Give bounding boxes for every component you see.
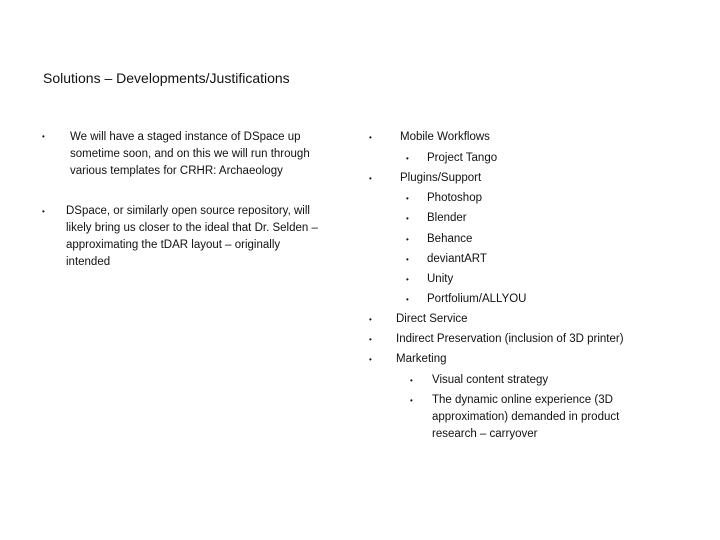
text-line: approximation) demanded in product bbox=[432, 411, 620, 423]
text-line: intended bbox=[66, 256, 111, 268]
plugins-support-label: Plugins/Support bbox=[400, 172, 482, 184]
page-title: Solutions – Developments/Justifications bbox=[43, 70, 290, 86]
text-line: We will have a staged instance of DSpace up bbox=[70, 131, 301, 143]
sub-bullet-marker: • bbox=[406, 235, 409, 244]
sub-bullet-marker: • bbox=[410, 396, 413, 405]
left-item-staged-dspace bbox=[70, 129, 310, 180]
text-line: research – carryover bbox=[432, 428, 538, 440]
bullet-marker: • bbox=[369, 335, 372, 344]
indirect-preservation-label: Indirect Preservation (inclusion of 3D printer) bbox=[396, 333, 624, 345]
sub-item-blender: Blender bbox=[427, 212, 467, 224]
bullet-marker: • bbox=[369, 133, 372, 142]
bullet-marker: • bbox=[42, 132, 45, 141]
text-line: likely bring us closer to the ideal that Dr. Selden – bbox=[66, 222, 318, 234]
sub-bullet-marker: • bbox=[406, 214, 409, 223]
bullet-marker: • bbox=[369, 355, 372, 364]
marketing-label: Marketing bbox=[396, 353, 447, 365]
text-line: various templates for CRHR: Archaeology bbox=[70, 165, 283, 177]
sub-item-behance: Behance bbox=[427, 233, 473, 245]
sub-bullet-marker: • bbox=[406, 295, 409, 304]
bullet-marker: • bbox=[369, 174, 372, 183]
sub-item-project-tango: Project Tango bbox=[427, 152, 498, 164]
sub-bullet-marker: • bbox=[406, 255, 409, 264]
sub-bullet-marker: • bbox=[410, 376, 413, 385]
text-line: approximating the tDAR layout – originally bbox=[66, 239, 281, 251]
sub-item-deviantart: deviantART bbox=[427, 253, 487, 265]
text-line: The dynamic online experience (3D bbox=[432, 394, 613, 406]
bullet-marker: • bbox=[42, 207, 45, 216]
sub-item-portfolium: Portfolium/ALLYOU bbox=[427, 293, 527, 305]
text-line: DSpace, or similarly open source repository, will bbox=[66, 205, 310, 217]
sub-bullet-marker: • bbox=[406, 194, 409, 203]
sub-item-dynamic-experience bbox=[432, 392, 619, 443]
left-item-open-source-repo bbox=[66, 203, 318, 271]
sub-item-unity: Unity bbox=[427, 273, 454, 285]
sub-bullet-marker: • bbox=[406, 154, 409, 163]
sub-bullet-marker: • bbox=[406, 275, 409, 284]
mobile-workflows-label: Mobile Workflows bbox=[400, 131, 490, 143]
sub-item-visual-content: Visual content strategy bbox=[432, 374, 549, 386]
bullet-marker: • bbox=[369, 315, 372, 324]
text-line: sometime soon, and on this we will run through bbox=[70, 148, 310, 160]
direct-service-label: Direct Service bbox=[396, 313, 468, 325]
sub-item-photoshop: Photoshop bbox=[427, 192, 482, 204]
